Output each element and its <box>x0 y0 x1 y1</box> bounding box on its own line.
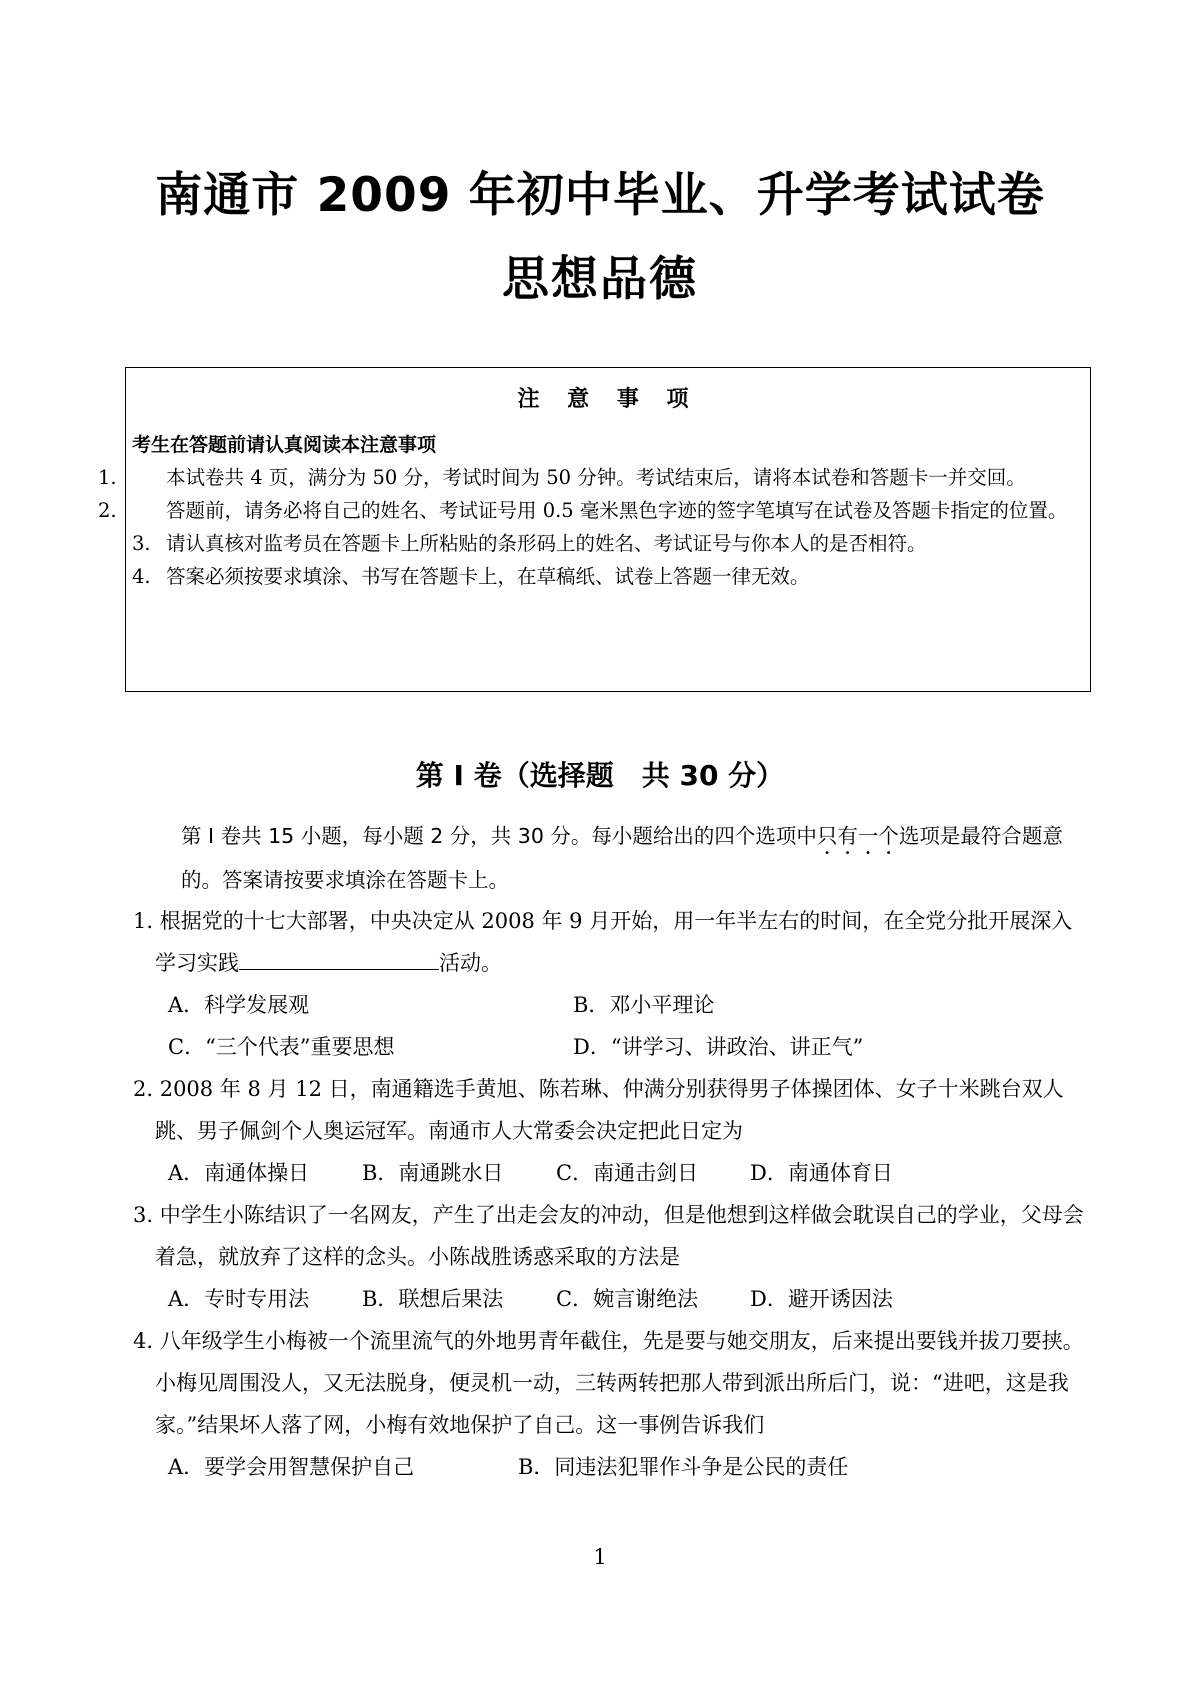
question-stem-end: 活动。 <box>439 951 502 975</box>
option-a: A．要学会用智慧保护自己 <box>168 1455 415 1479</box>
options-row <box>133 984 1093 1026</box>
option-d: D．南通体育日 <box>750 1161 893 1185</box>
notice-box <box>98 367 1091 692</box>
question-3 <box>133 1194 1093 1320</box>
notice-item <box>98 495 1082 526</box>
notice-item-text: 答案必须按要求填涂、书写在答题卡上，在草稿纸、试卷上答题一律无效。 <box>166 565 810 588</box>
option-c: C．“三个代表”重要思想 <box>168 1035 395 1059</box>
option-b: B．邓小平理论 <box>573 993 715 1017</box>
option-b: B．联想后果法 <box>362 1287 504 1311</box>
question-1 <box>133 900 1093 1068</box>
notice-item-text: 本试卷共 4 页，满分为 50 分，考试时间为 50 分钟。考试结束后，请将本试卷和答题卡一并交回。 <box>166 466 1026 489</box>
option-d: D．避开诱因法 <box>750 1287 893 1311</box>
instructions-text: 第 Ⅰ 卷共 15 小题，每小题 2 分，共 30 分。每小题给出的四个选项中 <box>181 824 817 848</box>
answer-blank <box>239 945 439 970</box>
notice-list <box>98 462 1082 594</box>
question-stem: 4. 八年级学生小梅被一个流里流气的外地男青年截住，先是要与她交朋友，后来提出要钱并拔刀要挟。小梅见周围没人，又无法脱身，便灵机一动，三转两转把那人带到派出所后门，说：“进吧，这是我家。”结果坏人落了网，小梅有效地保护了自己。这一事例告诉我们 <box>133 1329 1084 1437</box>
option-a: A．南通体操日 <box>168 1161 310 1185</box>
option-d: D．“讲学习、讲政治、讲正气” <box>573 1035 864 1059</box>
section-title: 第 Ⅰ 卷（选择题 共 30 分） <box>415 759 785 792</box>
notice-item <box>132 528 1082 559</box>
option-a: A．专时专用法 <box>168 1287 310 1311</box>
options-row <box>133 1446 1093 1488</box>
notice-item-number: 4. <box>132 565 151 588</box>
page-number: 1 <box>593 1545 607 1569</box>
section-instructions <box>133 815 1088 901</box>
question-stem: 2. 2008 年 8 月 12 日，南通籍选手黄旭、陈若琳、仲满分别获得男子体操团体、女子十米跳台双人跳、男子佩剑个人奥运冠军。南通市人大常委会决定把此日定为 <box>133 1077 1064 1143</box>
subject-title: 思想品德 <box>502 252 698 307</box>
notice-item-number: 2. <box>98 499 117 522</box>
notice-item <box>132 561 1082 592</box>
option-b: B．同违法犯罪作斗争是公民的责任 <box>518 1455 849 1479</box>
options-row <box>133 1152 1093 1194</box>
options-row <box>133 1278 1093 1320</box>
notice-item-text: 请认真核对监考员在答题卡上所粘贴的条形码上的姓名、考试证号与你本人的是否相符。 <box>166 532 927 555</box>
option-c: C．婉言谢绝法 <box>556 1287 699 1311</box>
exam-title: 南通市 2009 年初中毕业、升学考试试卷 <box>155 168 1045 223</box>
options-row <box>133 1026 1093 1068</box>
question-2 <box>133 1068 1093 1194</box>
notice-item <box>98 462 1082 493</box>
notice-item-number: 3. <box>132 532 151 555</box>
option-b: B．南通跳水日 <box>362 1161 504 1185</box>
question-stem: 3. 中学生小陈结识了一名网友，产生了出走会友的冲动，但是他想到这样做会耽误自己的学业，父母会着急，就放弃了这样的念头。小陈战胜诱惑采取的方法是 <box>133 1203 1084 1269</box>
question-stem-text: 1. 根据党的十七大部署，中央决定从 2008 年 9 月开始，用一年半左右的时间，在全党分批开展深入学习实践 <box>133 909 1073 975</box>
notice-heading: 注 意 事 项 <box>517 387 699 412</box>
notice-item-number: 1. <box>98 466 117 489</box>
notice-lead: 考生在答题前请认真阅读本注意事项 <box>132 434 437 456</box>
instructions-emphasis: 只有一个 <box>816 824 899 848</box>
notice-item-text: 答题前，请务必将自己的姓名、考试证号用 0.5 毫米黑色字迹的签字笔填写在试卷及答题卡指定的位置。 <box>166 499 1068 522</box>
option-a: A．科学发展观 <box>168 993 310 1017</box>
question-4 <box>133 1320 1093 1488</box>
question-stem <box>133 900 1093 984</box>
option-c: C．南通击剑日 <box>556 1161 699 1185</box>
instructions-text-end: 选项是最符合题意的。答案请按要求填涂在答题卡上。 <box>181 824 1063 892</box>
